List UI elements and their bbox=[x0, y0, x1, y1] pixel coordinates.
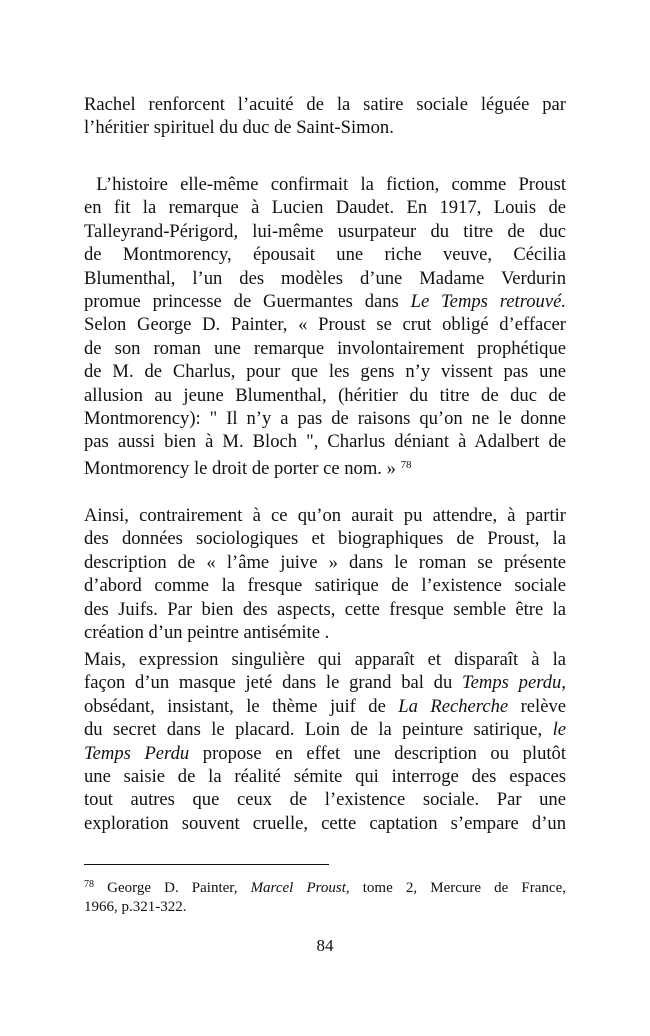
text-line bbox=[84, 896, 566, 919]
text: obsédant, insistant, le thème juif de bbox=[84, 695, 399, 717]
text-line bbox=[84, 527, 566, 550]
text: Blumenthal, l’un des modèles d’une Madame Verdurin bbox=[84, 267, 566, 289]
text: en fit la remarque à Lucien Daudet. En 1917, Louis de bbox=[84, 197, 566, 219]
text: Selon George D. Painter, « Proust se crut obligé d’effacer bbox=[84, 314, 566, 336]
italic-text: La Recherche bbox=[398, 695, 509, 717]
text: façon d’un masque jeté dans le grand bal du bbox=[84, 672, 463, 694]
text: allusion au jeune Blumenthal, (héritier du titre de duc de bbox=[84, 384, 566, 406]
page-number: 84 bbox=[316, 936, 334, 955]
paragraph bbox=[84, 648, 566, 835]
paragraph bbox=[84, 93, 566, 140]
text-line bbox=[84, 407, 566, 430]
text-line bbox=[84, 337, 566, 360]
text-line bbox=[84, 504, 566, 527]
text: de Montmorency, épousait une riche veuve, Cécilia bbox=[84, 244, 566, 266]
paragraph bbox=[84, 504, 566, 644]
text: relève bbox=[508, 695, 566, 717]
text: Mais, expression singulière qui apparaît et disparaît à la bbox=[84, 649, 566, 670]
text-line bbox=[84, 788, 566, 811]
text: des Juifs. Par bien des aspects, cette fresque semble être la bbox=[84, 598, 566, 620]
text: Montmorency le droit de porter ce nom. » bbox=[84, 457, 401, 479]
text: Rachel renforcent l’acuité de la satire sociale léguée par bbox=[84, 94, 566, 115]
text: du secret dans le placard. Loin de la peinture satirique, bbox=[84, 719, 553, 741]
footnote-ref: 78 bbox=[400, 458, 412, 471]
text: de son roman une remarque involontairement prophétique bbox=[84, 337, 566, 359]
text-line bbox=[84, 267, 566, 290]
text: exploration souvent cruelle, cette captation s’empare d’un bbox=[84, 812, 566, 834]
text: d’abord comme la fresque satirique de l’existence sociale bbox=[84, 575, 566, 597]
text-line bbox=[84, 551, 566, 574]
text: des données sociologiques et biographiques de Proust, la bbox=[84, 528, 566, 550]
italic-text: le bbox=[552, 719, 566, 741]
text: création d’un peintre antisémite . bbox=[84, 621, 330, 643]
text: Ainsi, contrairement à ce qu’on aurait pu attendre, à partir bbox=[84, 505, 566, 526]
text-line bbox=[84, 360, 566, 383]
text-line bbox=[84, 765, 566, 788]
text-line bbox=[84, 621, 566, 644]
footnote bbox=[84, 873, 566, 920]
text-line bbox=[84, 454, 566, 477]
text: l’héritier spirituel du duc de Saint-Simon. bbox=[84, 117, 394, 139]
text-line bbox=[84, 671, 566, 694]
italic-text: Temps Perdu bbox=[84, 742, 190, 764]
italic-text: Marcel Proust, bbox=[250, 880, 350, 896]
footnote-separator bbox=[84, 864, 329, 865]
text: Montmorency): " Il n’y a pas de raisons qu’on ne le donne bbox=[84, 407, 566, 429]
text: L’histoire elle-même confirmait la fiction, comme Proust bbox=[84, 174, 566, 195]
text: promue princesse de Guermantes dans bbox=[84, 290, 411, 312]
italic-text: Temps perdu bbox=[462, 672, 562, 694]
text-line bbox=[84, 873, 566, 896]
text: tome 2, Mercure de France, bbox=[349, 880, 566, 896]
text-line bbox=[84, 313, 566, 336]
text-line bbox=[84, 116, 566, 139]
text-line bbox=[84, 574, 566, 597]
text-line bbox=[84, 742, 566, 765]
text-line bbox=[84, 695, 566, 718]
text: 1966, p.321-322. bbox=[84, 899, 187, 916]
italic-text: Le Temps retrouvé. bbox=[410, 290, 566, 312]
text-line bbox=[84, 290, 566, 313]
text-line bbox=[84, 648, 566, 671]
text: propose en effet une description ou plutôt bbox=[189, 742, 566, 764]
text-line bbox=[84, 430, 566, 453]
text-line bbox=[84, 812, 566, 835]
text: Talleyrand-Périgord, lui-même usurpateur du titre de duc bbox=[84, 220, 566, 242]
paragraph bbox=[84, 173, 566, 477]
text-line bbox=[84, 243, 566, 266]
text-line bbox=[84, 93, 566, 116]
text: de M. de Charlus, pour que les gens n’y vissent pas une bbox=[84, 361, 566, 383]
text: une saisie de la réalité sémite qui interroge des espaces bbox=[84, 765, 566, 787]
text-line bbox=[84, 598, 566, 621]
text-line bbox=[84, 220, 566, 243]
text: pas aussi bien à M. Bloch ", Charlus déniant à Adalbert de bbox=[84, 431, 566, 453]
text-line bbox=[84, 718, 566, 741]
text-line bbox=[84, 173, 566, 196]
text: description de « l’âme juive » dans le roman se présente bbox=[84, 551, 566, 573]
footnote-ref: 78 bbox=[84, 879, 94, 890]
text-line bbox=[84, 196, 566, 219]
text: , bbox=[561, 672, 567, 694]
text: George D. Painter, bbox=[94, 880, 251, 896]
text-line bbox=[84, 384, 566, 407]
text: tout autres que ceux de l’existence sociale. Par une bbox=[84, 789, 566, 811]
